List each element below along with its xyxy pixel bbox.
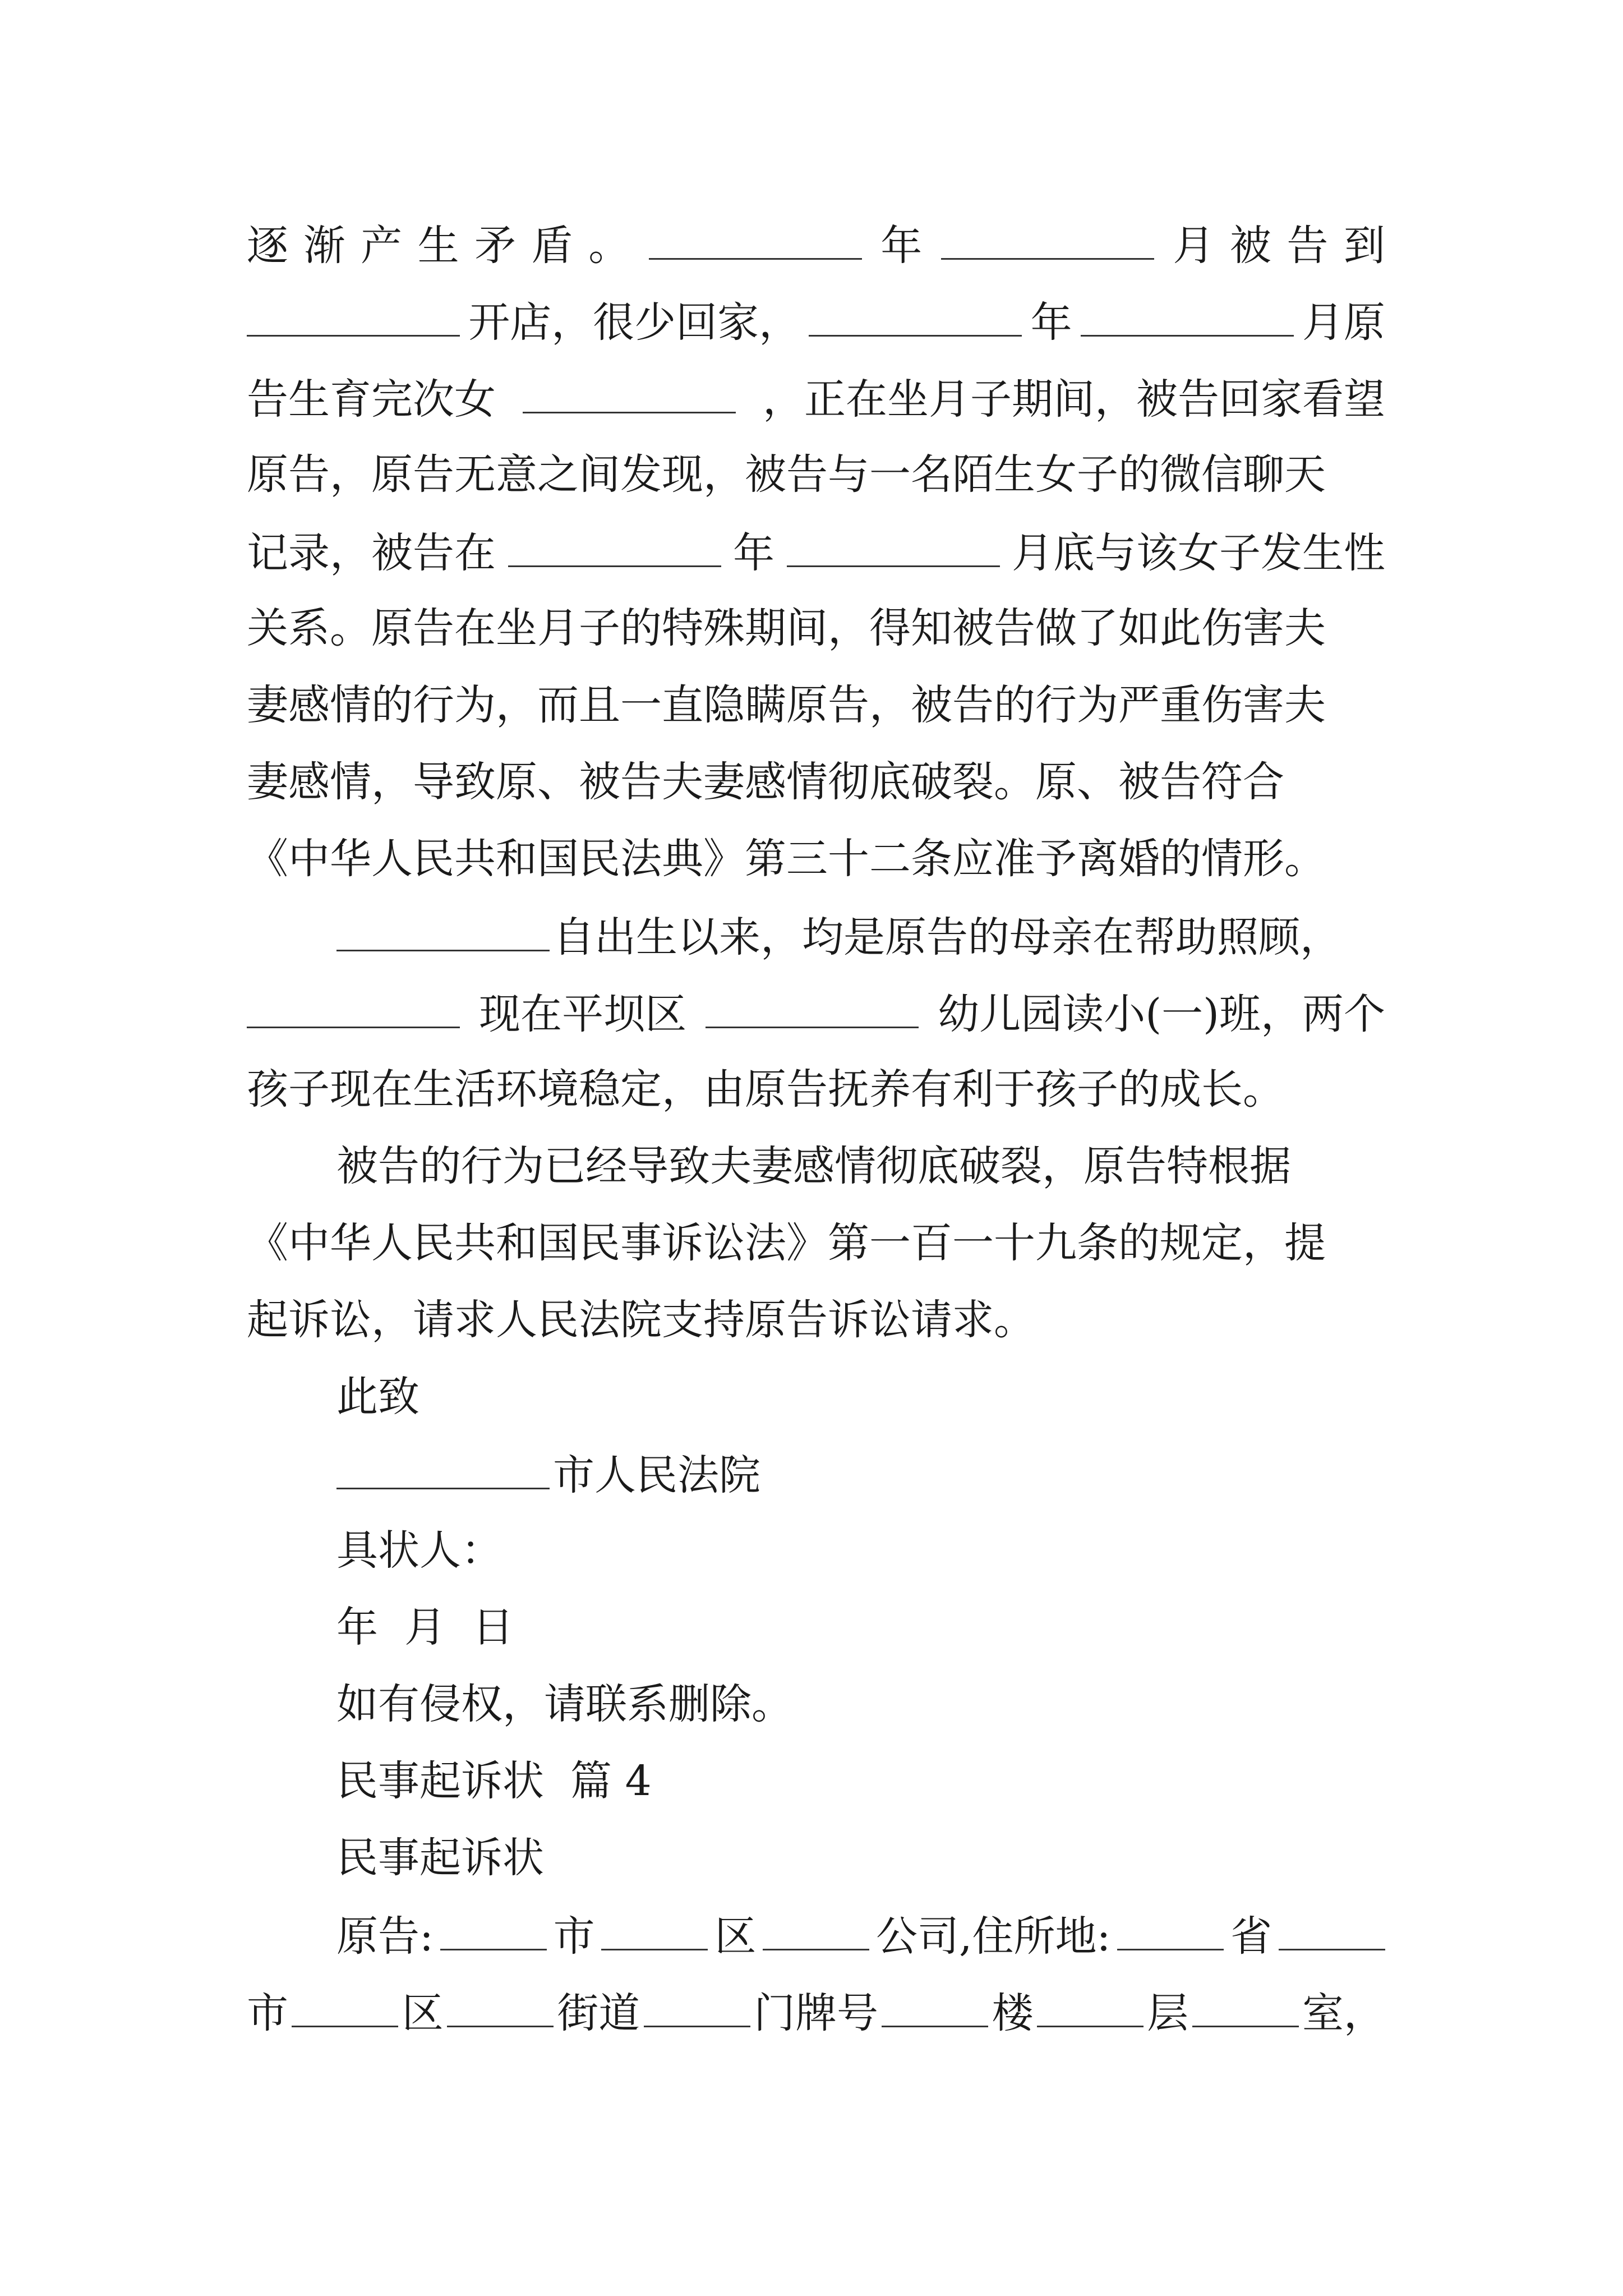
text-line-6: 关系。原告在坐月子的特殊期间，得知被告做了如此伤害夫 [247,604,1326,652]
char: 渐 [303,222,345,270]
text-line-11 [247,982,1385,1043]
char: 到 [1343,222,1385,270]
text-line-8: 妻感情，导致原、被告夫妻感情彻底破裂。原、被告符合 [247,758,1284,806]
blank-field [787,521,1000,567]
blank-field [941,213,1154,260]
court-line [336,1443,1385,1504]
blank-field [440,1904,547,1950]
plaintiff-line [336,1904,1385,1966]
text-segment: 原告: [336,1912,434,1961]
text-segment: 市 [247,1989,288,2037]
salutation: 此致 [336,1373,419,1421]
blank-field [247,290,460,337]
char: 盾 [531,222,573,270]
text-line-14: 《中华人民共和国民事诉讼法》第一百一十九条的规定，提 [247,1219,1326,1267]
text-segment: 公司,住所地: [876,1912,1111,1961]
signer-label: 具状人： [336,1526,502,1575]
blank-field [1279,1904,1385,1950]
text-line-13: 被告的行为已经导致夫妻感情彻底破裂，原告特根据 [336,1142,1291,1190]
text-segment: 开店，很少回家， [468,298,801,347]
text-segment: 现在平坝区 [479,990,687,1038]
blank-field [649,213,862,260]
text-segment: 门牌号 [753,1989,878,2037]
text-segment: 记录，被告在 [247,529,496,577]
char: 矛 [474,222,517,270]
text-line-1 [247,213,1385,275]
document-title: 民事起诉状 [336,1834,544,1882]
text-line-5 [247,521,1385,582]
blank-field [292,1981,398,2027]
text-segment: 层 [1147,1989,1189,2037]
char: 产 [361,222,403,270]
section-title: 民事起诉状 篇 4 [336,1757,652,1805]
blank-field [523,367,736,413]
text-segment: 自出生以来，均是原告的母亲在帮助照顾， [553,913,1341,961]
text-line-12: 孩子现在生活环境稳定，由原告抚养有利于孩子的成长。 [247,1065,1284,1114]
blank-field [1037,1981,1144,2027]
blank-field [247,982,460,1028]
char: 被 [1229,222,1271,270]
text-line-3 [247,367,1385,429]
text-segment: 市 [553,1912,595,1961]
text-segment: 月原 [1302,298,1385,347]
blank-field [1081,290,1294,337]
blank-field [644,1981,750,2027]
char: 年 [880,222,923,270]
text-segment: 街道 [557,1989,640,2037]
blank-field [336,905,550,951]
char: 逐 [247,222,288,270]
text-segment: 区 [714,1912,757,1961]
char: 生 [417,222,459,270]
text-segment: 幼儿园读小(一)班，两个 [938,990,1385,1038]
text-line-10 [336,905,1385,967]
blank-field [1117,1904,1224,1950]
blank-field [706,982,919,1028]
text-segment: 室， [1302,1989,1385,2037]
text-line-4: 原告，原告无意之间发现，被告与一名陌生女子的微信聊天 [247,450,1326,499]
char: 月 [1173,222,1215,270]
text-segment: 楼 [992,1989,1034,2037]
text-line-15: 起诉讼，请求人民法院支持原告诉讼请求。 [247,1296,1035,1344]
blank-field [882,1981,988,2027]
text-line-7: 妻感情的行为，而且一直隐瞒原告，被告的行为严重伤害夫 [247,681,1326,729]
char: 。 [588,222,630,270]
blank-field [336,1443,550,1489]
text-segment: ，正在坐月子期间，被告回家看望 [763,375,1385,424]
address-line [247,1981,1385,2042]
date-line: 年 月 日 [336,1603,514,1651]
text-line-2 [247,290,1385,352]
text-segment: 年 [733,529,774,577]
text-segment: 省 [1230,1912,1272,1961]
blank-field [447,1981,554,2027]
char: 告 [1287,222,1329,270]
blank-field [508,521,721,567]
blank-field [809,290,1022,337]
blank-field [601,1904,708,1950]
text-segment: 区 [402,1989,444,2037]
disclaimer: 如有侵权，请联系删除。 [336,1680,793,1728]
blank-field [1192,1981,1299,2027]
blank-field [763,1904,869,1950]
text-segment: 年 [1030,298,1072,347]
text-segment: 告生育完次女 [247,375,496,424]
text-segment: 市人民法院 [553,1451,760,1499]
text-segment: 月底与该女子发生性 [1012,529,1385,577]
text-line-9: 《中华人民共和国民法典》第三十二条应准予离婚的情形。 [247,835,1326,883]
